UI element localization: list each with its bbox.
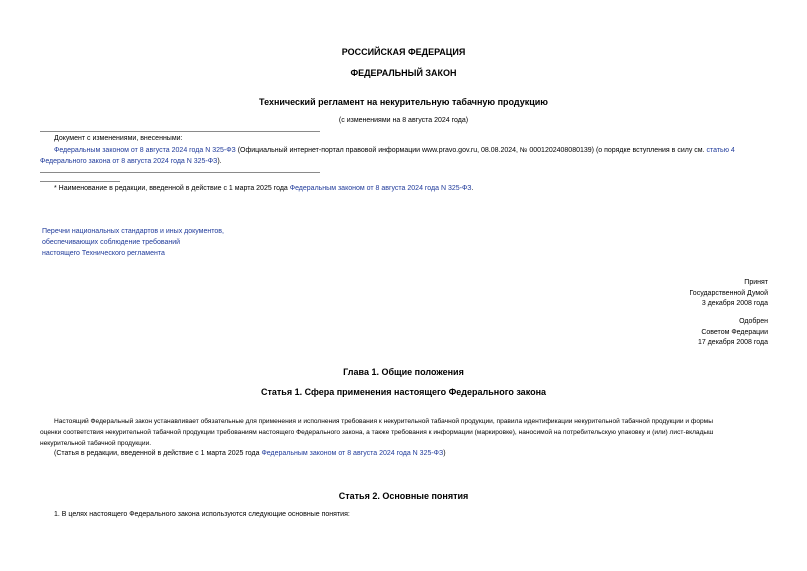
approved-block: Одобрен Советом Федерации 17 декабря 2008 года — [697, 318, 768, 346]
amend-end: ). — [217, 158, 222, 165]
article-2-text: 1. В целях настоящего Федерального закона используются следующие основные понятия: — [54, 511, 350, 518]
amend-source-text: (Официальный интернет-портал правовой информации www.pravo.gov.ru, 08.08.2024, № 0001202408080139) (о порядке вступления в силу см. — [235, 147, 707, 154]
article-1-text-line2: оценки соответствия некурительной табачной продукции требованиям настоящего Федерального закона, а также требования к информации (маркировке), наносимой на потребительскую упаковку и (или) лист-вкладыш — [40, 429, 714, 436]
article-1-text-line3: некурительной табачной продукции. — [40, 440, 152, 447]
doc-type-heading: ФЕДЕРАЛЬНЫЙ ЗАКОН — [350, 68, 457, 78]
divider-top — [40, 131, 320, 132]
footnote-divider — [40, 181, 120, 182]
standards-list-link[interactable]: Перечни национальных стандартов и иных документов, обеспечивающих соблюдение требований настоящего Технического регламента — [42, 228, 224, 257]
adopted-block: Принят Государственной Думой 3 декабря 2008 года — [689, 279, 768, 307]
article-2-heading: Статья 2. Основные понятия — [338, 491, 469, 501]
article-1-note: (Статья в редакции, введенной в действие с 1 марта 2025 года Федеральным законом от 8 августа 2024 года N 325-ФЗ) — [54, 450, 446, 457]
article-1-law-link[interactable]: Федеральным законом от 8 августа 2024 года N 325-ФЗ — [261, 450, 444, 457]
amend-intro: Документ с изменениями, внесенными: — [54, 135, 183, 142]
country-heading: РОССИЙСКАЯ ФЕДЕРАЦИЯ — [341, 47, 466, 57]
article-1-text-line1: Настоящий Федеральный закон устанавливает обязательные для применения и исполнения требования к некурительной табачной продукции, правила идентификации некурительной табачной продукции и формы — [54, 418, 713, 425]
amend-law-link-2[interactable]: Федерального закона от 8 августа 2024 года N 325-ФЗ — [40, 158, 218, 165]
article-1-heading: Статья 1. Сфера применения настоящего Федерального закона — [260, 387, 547, 397]
amend-law-link[interactable]: Федеральным законом от 8 августа 2024 года N 325-ФЗ — [54, 147, 236, 154]
document-title: Технический регламент на некурительную табачную продукцию — [259, 97, 548, 107]
footnote-text: * Наименование в редакции, введенной в действие с 1 марта 2025 года — [54, 185, 290, 192]
chapter-1-heading: Глава 1. Общие положения — [343, 367, 464, 377]
divider-bottom — [40, 172, 320, 173]
amendments-note: (с изменениями на 8 августа 2024 года) — [338, 117, 469, 124]
footnote: * Наименование в редакции, введенной в действие с 1 марта 2025 года Федеральным законом от 8 августа 2024 года N 325-ФЗ. — [54, 185, 474, 192]
amend-text — [40, 145, 770, 167]
footnote-law-link[interactable]: Федеральным законом от 8 августа 2024 года N 325-ФЗ — [289, 185, 472, 192]
article4-link[interactable]: статью 4 — [706, 147, 735, 154]
